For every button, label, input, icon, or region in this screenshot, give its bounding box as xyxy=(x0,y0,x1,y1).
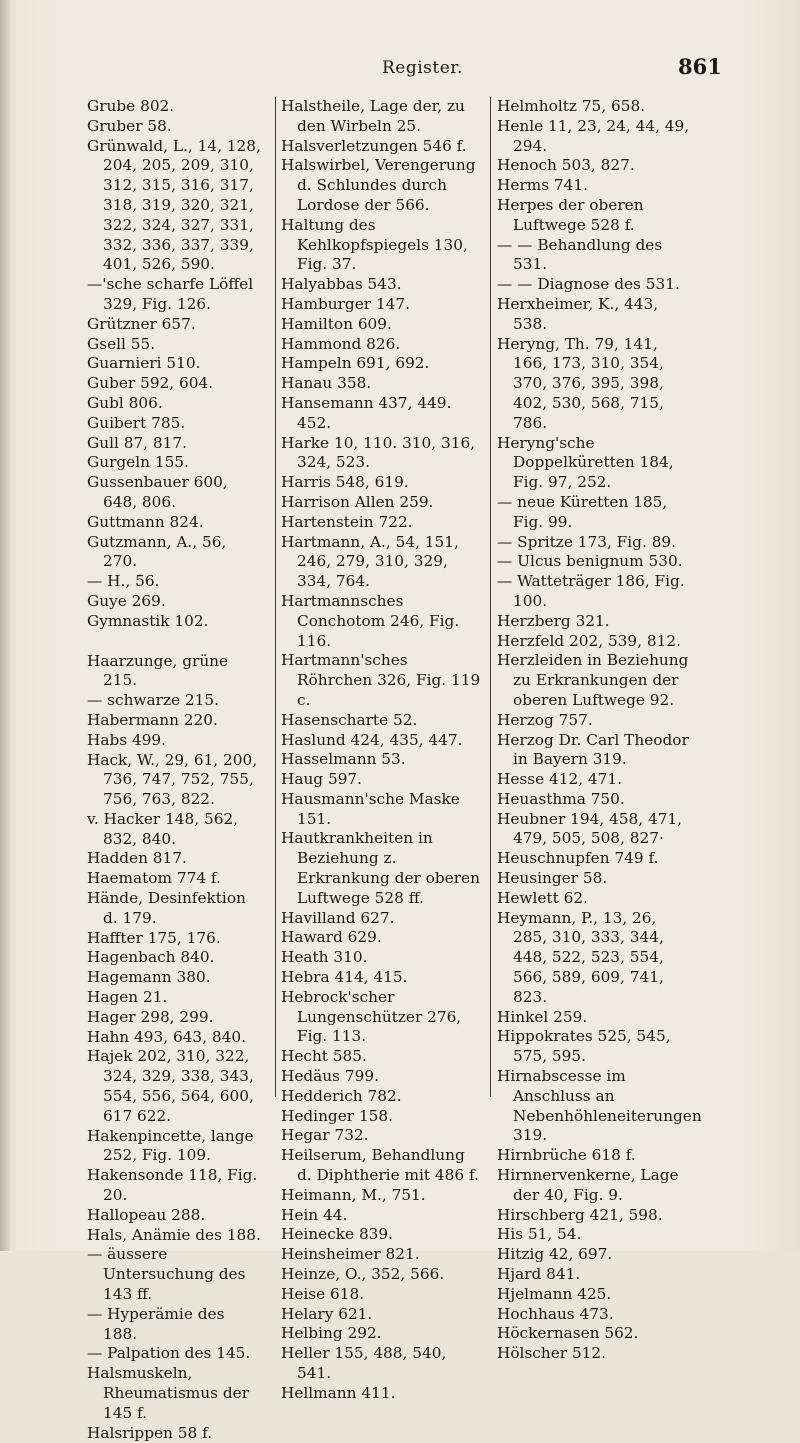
index-entry: — Hyperämie des 188. xyxy=(87,1304,225,1343)
index-entry: Hedinger 158. xyxy=(281,1106,394,1125)
index-entry: Herzfeld 202, 539, 812. xyxy=(497,631,681,650)
index-entry: Gurgeln 155. xyxy=(87,453,189,472)
index-entry: Grünwald, L., 14, 128, 204, 205, 209, 310, 312, 315, 316, 317, 318, 319, 320, 321, 322, 324, 327, 331, 332, 336, 337, 339, 401, 526, 590. xyxy=(87,136,261,274)
index-entry: Herxheimer, K., 443, 538. xyxy=(497,294,659,333)
index-entry: Hamilton 609. xyxy=(281,314,392,333)
page-header xyxy=(0,56,800,86)
index-entry: Heryng'sche Doppelküretten 184, Fig. 97, 252. xyxy=(497,433,674,492)
index-column-1 xyxy=(87,97,263,1443)
index-entry: Herpes der oberen Luftwege 528 f. xyxy=(497,195,644,234)
index-entry: Haslund 424, 435, 447. xyxy=(281,730,463,749)
index-entry: Hadden 817. xyxy=(87,849,187,868)
index-entry: Hirnbrüche 618 f. xyxy=(497,1146,636,1165)
index-entry: Gull 87, 817. xyxy=(87,433,187,452)
page-gutter xyxy=(0,0,10,1251)
index-entry: Herzog Dr. Carl Theodor in Bayern 319. xyxy=(497,730,689,769)
index-entry: Harke 10, 110. 310, 316, 324, 523. xyxy=(281,433,476,472)
index-entry: Hagemann 380. xyxy=(87,968,211,987)
index-entry: Hahn 493, 643, 840. xyxy=(87,1027,246,1046)
index-entry: Hakenpincette, lange 252, Fig. 109. xyxy=(87,1126,254,1165)
index-entry: Hinkel 259. xyxy=(497,1007,588,1026)
index-entry: Helary 621. xyxy=(281,1304,373,1323)
index-entry: Halstheile, Lage der, zu den Wirbeln 25. xyxy=(281,97,465,135)
index-entry: Hjard 841. xyxy=(497,1265,581,1284)
index-entry: Hellmann 411. xyxy=(281,1383,396,1402)
index-entry: Hesse 412, 471. xyxy=(497,770,622,789)
running-title: Register. xyxy=(382,58,463,78)
index-entry: — — Behandlung des 531. xyxy=(497,235,663,274)
index-entry: Guye 269. xyxy=(87,591,166,610)
index-entry: Heuschnupfen 749 f. xyxy=(497,849,659,868)
index-entry: Hasenscharte 52. xyxy=(281,710,418,729)
index-entry: Heath 310. xyxy=(281,948,368,967)
index-entry: Hajek 202, 310, 322, 324, 329, 338, 343, 554, 556, 564, 600, 617 622. xyxy=(87,1047,254,1125)
index-entry: Halsverletzungen 546 f. xyxy=(281,136,467,155)
index-entry: — äussere Untersuchung des 143 ff. xyxy=(87,1245,246,1304)
index-entry: Heinsheimer 821. xyxy=(281,1245,420,1264)
index-entry: Haward 629. xyxy=(281,928,382,947)
page-number: 861 xyxy=(678,54,722,79)
index-entry: Hegar 732. xyxy=(281,1126,369,1145)
index-entry: Grützner 657. xyxy=(87,314,196,333)
index-entry: Hebrock'scher Lungenschützer 276, Fig. 113. xyxy=(281,987,462,1046)
index-entry: Hautkrankheiten in Beziehung z. Erkrankung der oberen Luftwege 528 ff. xyxy=(281,829,480,907)
index-entry: Hager 298, 299. xyxy=(87,1007,214,1026)
index-entry: Hitzig 42, 697. xyxy=(497,1245,613,1264)
index-entry: Habs 499. xyxy=(87,730,167,749)
index-entry: Hjelmann 425. xyxy=(497,1284,612,1303)
index-entry: Heilserum, Behandlung d. Diphtherie mit 486 f. xyxy=(281,1146,479,1185)
index-entry: Helmholtz 75, 658. xyxy=(497,97,646,115)
index-entry: — neue Küretten 185, Fig. 99. xyxy=(497,492,668,531)
index-entry: Hagenbach 840. xyxy=(87,948,215,967)
index-entry: Heise 618. xyxy=(281,1284,365,1303)
index-entry: Hakensonde 118, Fig. 20. xyxy=(87,1166,258,1205)
index-entry: Haffter 175, 176. xyxy=(87,928,221,947)
index-entry: Hanau 358. xyxy=(281,374,372,393)
index-entry: — Palpation des 145. xyxy=(87,1344,251,1363)
index-entry: Gymnastik 102. xyxy=(87,611,209,630)
index-entry: Haarzunge, grüne 215. xyxy=(87,651,229,690)
index-column-3 xyxy=(497,97,702,1364)
index-entry: Hirschberg 421, 598. xyxy=(497,1205,663,1224)
index-entry: Herzberg 321. xyxy=(497,611,610,630)
index-entry: — Ulcus benignum 530. xyxy=(497,552,683,571)
index-entry: Hewlett 62. xyxy=(497,888,588,907)
index-entry: Hedäus 799. xyxy=(281,1067,379,1086)
index-entry: Hirnabscesse im Anschluss an Nebenhöhleneiterungen 319. xyxy=(497,1067,702,1145)
index-entry: Heymann, P., 13, 26, 285, 310, 333, 344, 448, 522, 523, 554, 566, 589, 609, 741, 823. xyxy=(497,908,664,1006)
index-entry: Habermann 220. xyxy=(87,710,218,729)
index-entry: Hartmannsches Conchotom 246, Fig. 116. xyxy=(281,591,460,650)
section-gap xyxy=(87,632,263,652)
index-entry: Gubl 806. xyxy=(87,393,163,412)
index-entry: Gussenbauer 600, 648, 806. xyxy=(87,473,228,511)
index-entry: Hölscher 512. xyxy=(497,1344,606,1363)
index-entry: Hasselmann 53. xyxy=(281,750,406,769)
column-divider xyxy=(275,97,276,1097)
index-entry: Hirnnervenkerne, Lage der 40, Fig. 9. xyxy=(497,1166,679,1204)
index-entry: Hein 44. xyxy=(281,1205,348,1224)
index-entry: — — Diagnose des 531. xyxy=(497,275,680,294)
index-entry: Hochhaus 473. xyxy=(497,1304,614,1323)
index-entry: Haltung des Kehlkopfspiegels 130, Fig. 37. xyxy=(281,215,468,274)
index-entry: Heimann, M., 751. xyxy=(281,1185,426,1204)
index-entry: Hagen 21. xyxy=(87,988,168,1007)
index-entry: Hals, Anämie des 188. xyxy=(87,1225,261,1244)
column-divider xyxy=(490,97,491,1097)
index-entry: Heinze, O., 352, 566. xyxy=(281,1265,445,1284)
index-entry: Heusinger 58. xyxy=(497,869,608,888)
index-entry: Halsmuskeln, Rheumatismus der 145 f. xyxy=(87,1364,250,1422)
index-entry: Hausmann'sche Maske 151. xyxy=(281,789,460,828)
index-entry: Gsell 55. xyxy=(87,334,156,353)
index-entry: Hecht 585. xyxy=(281,1047,367,1066)
index-entry: Hampeln 691, 692. xyxy=(281,354,430,373)
index-entry: v. Hacker 148, 562, 832, 840. xyxy=(87,809,239,848)
index-entry: Henle 11, 23, 24, 44, 49, 294. xyxy=(497,116,690,155)
index-entry: Hartmann'sches Röhrchen 326, Fig. 119 c. xyxy=(281,651,481,709)
index-entry: Henoch 503, 827. xyxy=(497,156,635,175)
index-entry: — schwarze 215. xyxy=(87,691,219,710)
index-entry: Helbing 292. xyxy=(281,1324,382,1343)
index-entry: Halsrippen 58 f. xyxy=(87,1423,213,1442)
index-entry: Herms 741. xyxy=(497,176,588,195)
index-entry: Heubner 194, 458, 471, 479, 505, 508, 827· xyxy=(497,809,683,848)
index-entry: Herzog 757. xyxy=(497,710,593,729)
index-entry: His 51, 54. xyxy=(497,1225,582,1244)
index-entry: Heinecke 839. xyxy=(281,1225,394,1244)
index-entry: Hartmann, A., 54, 151, 246, 279, 310, 329, 334, 764. xyxy=(281,532,459,591)
index-entry: Guber 592, 604. xyxy=(87,374,214,393)
index-entry: Hallopeau 288. xyxy=(87,1205,206,1224)
index-entry: — Spritze 173, Fig. 89. xyxy=(497,532,677,551)
index-entry: Haug 597. xyxy=(281,770,363,789)
index-entry: Hartenstein 722. xyxy=(281,512,413,531)
index-entry: — H., 56. xyxy=(87,572,160,591)
index-entry: Harris 548, 619. xyxy=(281,473,409,492)
index-entry: Halyabbas 543. xyxy=(281,275,402,294)
index-entry: Grube 802. xyxy=(87,97,175,115)
index-entry: Guibert 785. xyxy=(87,413,186,432)
index-entry: Heuasthma 750. xyxy=(497,789,625,808)
index-entry: Hedderich 782. xyxy=(281,1086,402,1105)
index-entry: Havilland 627. xyxy=(281,908,395,927)
index-entry: Harrison Allen 259. xyxy=(281,492,434,511)
index-entry: Hebra 414, 415. xyxy=(281,968,408,987)
index-entry: Guarnieri 510. xyxy=(87,354,201,373)
index-entry: Gutzmann, A., 56, 270. xyxy=(87,532,227,571)
index-entry: Herzleiden in Beziehung zu Erkrankungen der oberen Luftwege 92. xyxy=(497,651,689,709)
index-entry: Halswirbel, Verengerung d. Schlundes durch Lordose der 566. xyxy=(281,156,476,214)
index-entry: Hack, W., 29, 61, 200, 736, 747, 752, 755, 756, 763, 822. xyxy=(87,750,258,809)
index-entry: Hansemann 437, 449. 452. xyxy=(281,393,452,432)
index-entry: Heryng, Th. 79, 141, 166, 173, 310, 354, 370, 376, 395, 398, 402, 530, 568, 715, 786. xyxy=(497,334,664,432)
index-entry: Hammond 826. xyxy=(281,334,401,353)
index-column-2 xyxy=(281,97,483,1404)
index-entry: Guttmann 824. xyxy=(87,512,204,531)
index-entry: — Watteträger 186, Fig. 100. xyxy=(497,572,685,610)
index-entry: Höckernasen 562. xyxy=(497,1324,639,1343)
index-entry: —'sche scharfe Löffel 329, Fig. 126. xyxy=(87,275,254,313)
index-entry: Hamburger 147. xyxy=(281,294,411,313)
index-entry: Hippokrates 525, 545, 575, 595. xyxy=(497,1027,671,1066)
index-entry: Heller 155, 488, 540, 541. xyxy=(281,1344,447,1382)
index-entry: Hände, Desinfektion d. 179. xyxy=(87,889,246,927)
index-entry: Gruber 58. xyxy=(87,116,172,135)
index-entry: Haematom 774 f. xyxy=(87,869,221,888)
